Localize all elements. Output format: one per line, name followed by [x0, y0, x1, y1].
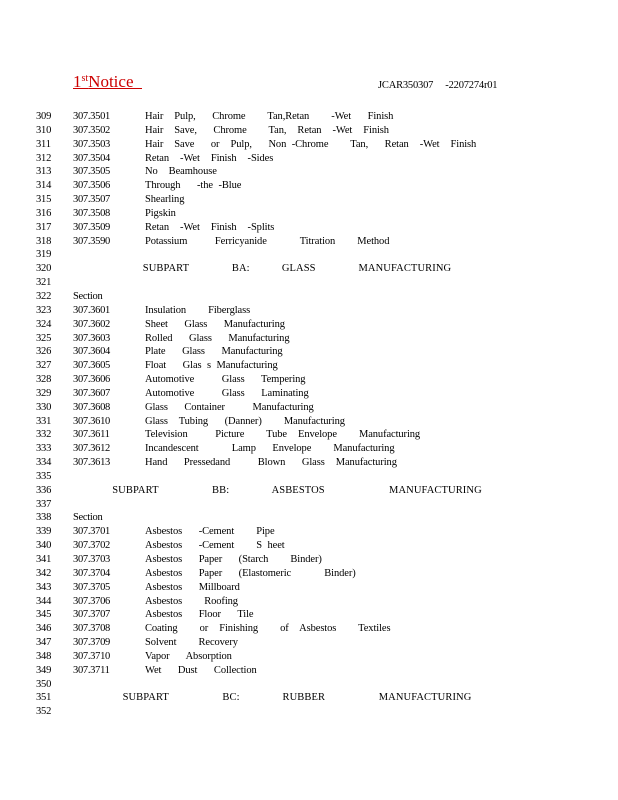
line-number: 313	[36, 166, 52, 178]
section-number: 307.3590	[73, 235, 110, 247]
section-number: 307.3706	[73, 595, 110, 607]
document-line	[0, 165, 618, 179]
document-line	[0, 373, 618, 387]
document-line	[0, 664, 618, 678]
document-line	[0, 124, 618, 138]
section-number: 307.3612	[73, 443, 110, 455]
section-number: 307.3610	[73, 415, 110, 427]
document-code: JCAR350307 -2207274r01	[378, 80, 498, 91]
document-line	[0, 359, 618, 373]
document-line	[0, 290, 618, 304]
subpart-heading-line	[0, 484, 618, 498]
document-line	[0, 110, 618, 124]
section-title: Asbestos -Cement Pipe	[145, 526, 275, 538]
subpart-heading-line	[0, 262, 618, 276]
document-line	[0, 622, 618, 636]
line-number: 347	[36, 637, 52, 649]
line-number: 333	[36, 443, 52, 455]
document-line	[0, 705, 618, 719]
document-line	[0, 304, 618, 318]
section-title: Float Glas s Manufacturing	[145, 360, 278, 372]
document-line	[0, 595, 618, 609]
section-number: 307.3707	[73, 609, 110, 621]
subpart-heading: SUBPART BA: GLASS MANUFACTURING	[142, 263, 452, 275]
document-line	[0, 581, 618, 595]
document-line	[0, 235, 618, 249]
document-line	[0, 456, 618, 470]
subpart-heading: SUBPART BB: ASBESTOS MANUFACTURING	[112, 484, 482, 496]
section-number: Section	[73, 512, 103, 524]
document-line	[0, 138, 618, 152]
section-number: Section	[73, 290, 103, 302]
line-number: 317	[36, 221, 52, 233]
section-number: 307.3507	[73, 194, 110, 206]
line-number: 312	[36, 152, 52, 164]
section-title: Hair Pulp, Chrome Tan,Retan -Wet Finish	[145, 111, 394, 122]
line-number: 349	[36, 664, 52, 676]
section-number: 307.3704	[73, 567, 110, 579]
line-number: 339	[36, 526, 52, 538]
line-number: 335	[36, 470, 52, 482]
document-line	[0, 650, 618, 664]
section-title: Through -the -Blue	[145, 180, 242, 192]
line-number: 344	[36, 595, 52, 607]
section-number: 307.3701	[73, 526, 110, 538]
section-title: Asbestos Floor Tile	[145, 609, 254, 621]
document-line	[0, 248, 618, 262]
line-number: 341	[36, 554, 52, 565]
section-title: Television Picture Tube Envelope Manufacturing	[145, 429, 421, 441]
document-line	[0, 442, 618, 456]
section-number: 307.3611	[73, 429, 110, 441]
section-title: Hair Save or Pulp, Non -Chrome Tan, Retan -Wet Finish	[145, 138, 477, 150]
document-line	[0, 498, 618, 512]
document-line	[0, 221, 618, 235]
section-title: Sheet Glass Manufacturing	[145, 318, 285, 330]
section-title: Glass Tubing (Danner) Manufacturing	[145, 415, 345, 427]
section-number: 307.3504	[73, 152, 110, 164]
section-number: 307.3711	[73, 664, 110, 676]
line-number: 323	[36, 304, 52, 316]
line-number: 336	[36, 484, 52, 496]
section-title: Vapor Absorption	[145, 650, 232, 662]
document-line	[0, 511, 618, 525]
document-line	[0, 539, 618, 553]
line-number: 328	[36, 374, 52, 386]
line-number: 332	[36, 429, 52, 441]
section-number: 307.3605	[73, 360, 110, 372]
line-number: 319	[36, 249, 52, 261]
line-number: 345	[36, 609, 52, 621]
section-title: Pigskin	[145, 207, 176, 219]
section-number: 307.3705	[73, 581, 110, 593]
document-line	[0, 567, 618, 581]
line-number: 342	[36, 567, 52, 579]
line-number: 331	[36, 415, 52, 427]
section-number: 307.3602	[73, 318, 110, 330]
document-line	[0, 318, 618, 332]
line-number: 327	[36, 360, 52, 372]
section-number: 307.3501	[73, 111, 110, 122]
section-title: Plate Glass Manufacturing	[145, 346, 283, 358]
section-number: 307.3508	[73, 207, 110, 219]
document-line	[0, 608, 618, 622]
line-number: 348	[36, 650, 52, 662]
line-number: 351	[36, 692, 52, 704]
document-line	[0, 345, 618, 359]
line-number: 337	[36, 498, 52, 510]
section-title: Insulation Fiberglass	[145, 304, 251, 316]
line-number: 326	[36, 346, 52, 358]
section-number: 307.3502	[73, 124, 110, 136]
section-title: Asbestos Paper (Starch Binder)	[145, 554, 322, 565]
section-title: Hand Pressedand Blown Glass Manufacturing	[145, 457, 397, 469]
line-number: 346	[36, 623, 52, 635]
section-number: 307.3613	[73, 457, 110, 469]
section-number: 307.3709	[73, 637, 110, 649]
section-title: Asbestos Millboard	[145, 581, 240, 593]
section-title: Asbestos Paper (Elastomeric Binder)	[145, 567, 356, 579]
line-number: 329	[36, 387, 52, 399]
document-line	[0, 470, 618, 484]
line-number: 325	[36, 332, 52, 344]
document-line	[0, 401, 618, 415]
line-number: 340	[36, 540, 52, 552]
section-number: 307.3505	[73, 166, 110, 178]
section-number: 307.3509	[73, 221, 110, 233]
line-number: 343	[36, 581, 52, 593]
notice-label: 1stNotice	[73, 72, 134, 91]
section-title: Retan -Wet Finish -Sides	[145, 152, 274, 164]
numbered-lines	[0, 110, 618, 719]
line-number: 315	[36, 194, 52, 206]
document-line	[0, 179, 618, 193]
line-number: 311	[36, 138, 51, 150]
document-line	[0, 553, 618, 567]
document-line	[0, 525, 618, 539]
line-number: 321	[36, 277, 52, 289]
subpart-heading-line	[0, 691, 618, 705]
section-title: Automotive Glass Tempering	[145, 374, 306, 386]
document-line	[0, 415, 618, 429]
section-title: Solvent Recovery	[145, 637, 238, 649]
line-number: 310	[36, 124, 52, 136]
document-line	[0, 678, 618, 692]
line-number: 334	[36, 457, 52, 469]
section-title: Rolled Glass Manufacturing	[145, 332, 290, 344]
section-title: Coating or Finishing of Asbestos Textiles	[145, 623, 391, 635]
subpart-heading: SUBPART BC: RUBBER MANUFACTURING	[122, 692, 472, 704]
section-title: Incandescent Lamp Envelope Manufacturing	[145, 443, 395, 455]
line-number: 352	[36, 706, 52, 718]
section-number: 307.3603	[73, 332, 110, 344]
line-number: 338	[36, 512, 52, 524]
document-line	[0, 636, 618, 650]
section-title: Retan -Wet Finish -Splits	[145, 221, 275, 233]
section-title: Shearling	[145, 194, 185, 206]
section-number: 307.3608	[73, 401, 110, 413]
document-line	[0, 387, 618, 401]
document-line	[0, 332, 618, 346]
document-line	[0, 428, 618, 442]
section-number: 307.3710	[73, 650, 110, 662]
line-number: 314	[36, 180, 52, 192]
section-title: Wet Dust Collection	[145, 664, 257, 676]
section-title: Asbestos Roofing	[145, 595, 238, 607]
section-title: No Beamhouse	[145, 166, 217, 178]
document-line	[0, 193, 618, 207]
section-number: 307.3604	[73, 346, 110, 358]
section-title: Glass Container Manufacturing	[145, 401, 314, 413]
line-number: 320	[36, 263, 52, 275]
line-number: 330	[36, 401, 52, 413]
section-number: 307.3607	[73, 387, 110, 399]
line-number: 309	[36, 111, 52, 122]
section-title: Asbestos -Cement S heet	[145, 540, 285, 552]
section-title: Automotive Glass Laminating	[145, 387, 309, 399]
document-line	[0, 152, 618, 166]
section-number: 307.3703	[73, 554, 110, 565]
section-title: Hair Save, Chrome Tan, Retan -Wet Finish	[145, 124, 389, 136]
section-title: Potassium Ferricyanide Titration Method	[145, 235, 390, 247]
line-number: 322	[36, 290, 52, 302]
document-line	[0, 276, 618, 290]
line-number: 350	[36, 678, 52, 690]
section-number: 307.3601	[73, 304, 110, 316]
section-number: 307.3702	[73, 540, 110, 552]
section-number: 307.3503	[73, 138, 110, 150]
document-line	[0, 207, 618, 221]
line-number: 324	[36, 318, 52, 330]
section-number: 307.3506	[73, 180, 110, 192]
line-number: 318	[36, 235, 52, 247]
section-number: 307.3708	[73, 623, 110, 635]
line-number: 316	[36, 207, 52, 219]
section-number: 307.3606	[73, 374, 110, 386]
